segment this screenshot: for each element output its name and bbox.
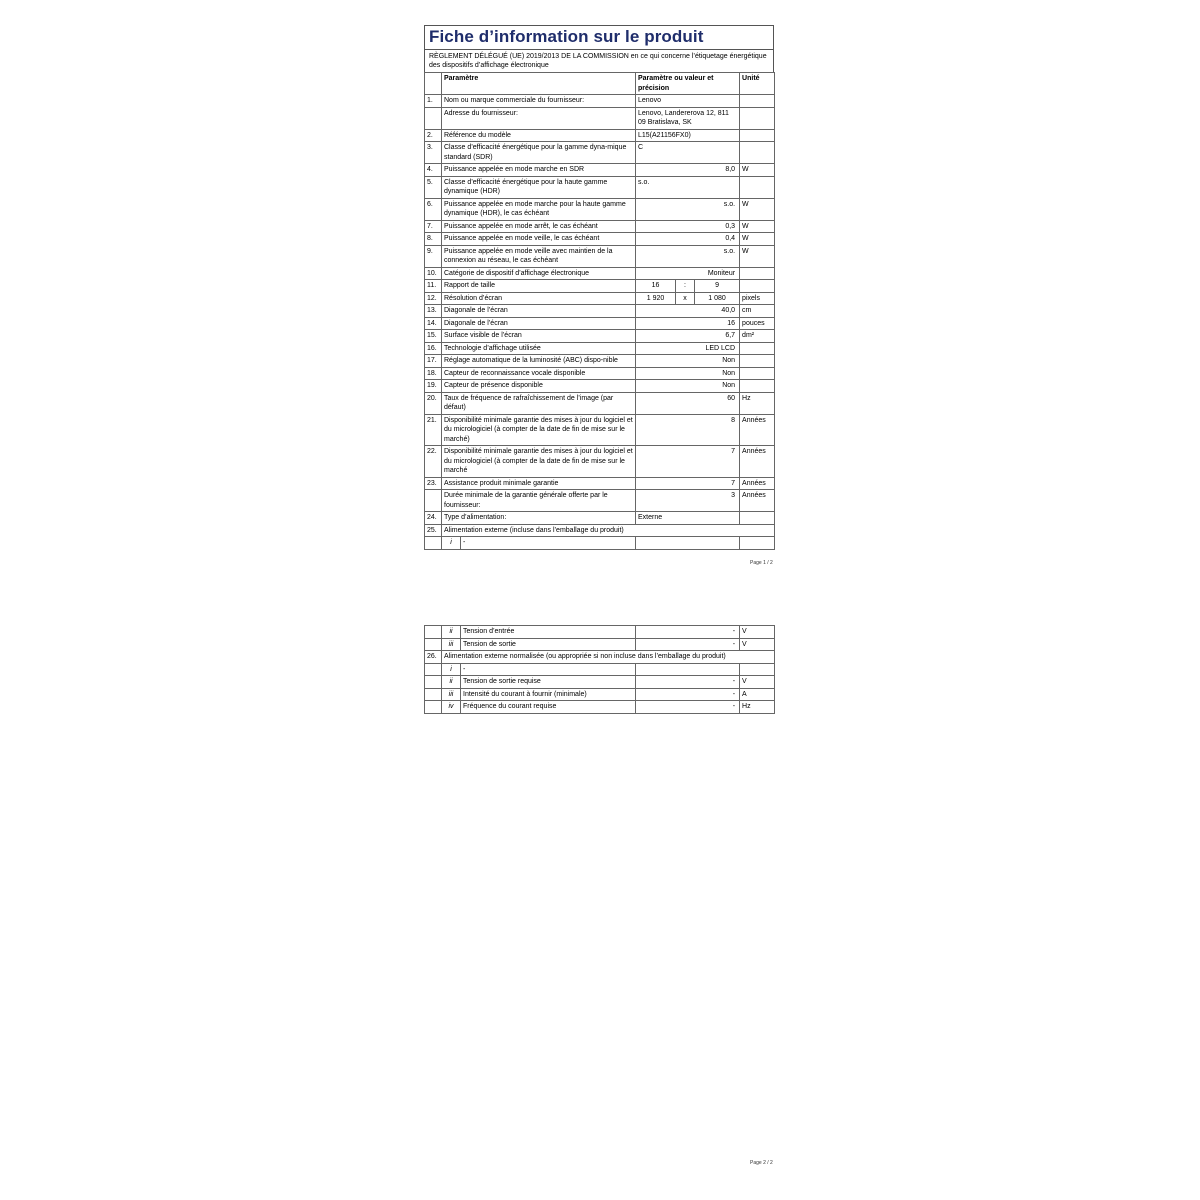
row-parameter: Diagonale de l’écran — [442, 305, 636, 318]
table-subrow — [425, 688, 775, 701]
row-number: 1. — [425, 95, 442, 108]
row-value: L15(A21156FX0) — [636, 129, 740, 142]
row-parameter: Capteur de présence disponible — [442, 380, 636, 393]
row-value: - — [636, 701, 740, 714]
table-row-ratio — [425, 280, 775, 293]
row-unit: W — [740, 164, 775, 177]
row-value: Moniteur — [636, 267, 740, 280]
row-unit — [740, 176, 775, 198]
row-parameter: - — [461, 663, 636, 676]
row-parameter: Disponibilité minimale garantie des mises à jour du logiciel et du micrologiciel (à compter de la date de fin de mise sur le marché) — [442, 414, 636, 446]
row-parameter: Puissance appelée en mode marche en SDR — [442, 164, 636, 177]
row-unit — [740, 95, 775, 108]
row-parameter: Rapport de taille — [442, 280, 636, 293]
row-number — [425, 490, 442, 512]
regulation-subtitle: RÈGLEMENT DÉLÉGUÉ (UE) 2019/2013 DE LA COMMISSION en ce qui concerne l’étiquetage énergétique des dispositifs d’affichage électronique — [424, 49, 774, 72]
row-unit — [740, 129, 775, 142]
row-number: 21. — [425, 414, 442, 446]
row-value: Non — [636, 380, 740, 393]
table-subrow — [425, 701, 775, 714]
row-value: LED LCD — [636, 342, 740, 355]
ratio-width: 16 — [636, 280, 676, 293]
row-parameter: Puissance appelée en mode veille avec maintien de la connexion au réseau, le cas échéant — [442, 245, 636, 267]
row-value: - — [636, 638, 740, 651]
row-parameter: Assistance produit minimale garantie — [442, 477, 636, 490]
row-unit: V — [740, 626, 775, 639]
table-row — [425, 267, 775, 280]
row-value: 60 — [636, 392, 740, 414]
table-row — [425, 392, 775, 414]
row-parameter: Capteur de reconnaissance vocale disponible — [442, 367, 636, 380]
row-unit: W — [740, 198, 775, 220]
page-number-1: Page 1 / 2 — [750, 560, 773, 566]
row-value: Lenovo, Landererova 12, 811 09 Bratislava, SK — [636, 107, 740, 129]
row-number: 3. — [425, 142, 442, 164]
row-parameter: Alimentation externe (incluse dans l’emballage du produit) — [442, 524, 775, 537]
row-number: 18. — [425, 367, 442, 380]
row-value: s.o. — [636, 198, 740, 220]
row-value: 0,3 — [636, 220, 740, 233]
row-parameter: Alimentation externe normalisée (ou appropriée si non incluse dans l’emballage du produit) — [442, 651, 775, 664]
row-roman-index: ii — [442, 626, 461, 639]
row-value: Non — [636, 355, 740, 368]
row-number: 22. — [425, 446, 442, 478]
table-subrow — [425, 537, 775, 550]
document-title: Fiche d’information sur le produit — [429, 27, 704, 46]
row-roman-index: iii — [442, 688, 461, 701]
row-parameter: Intensité du courant à fournir (minimale) — [461, 688, 636, 701]
row-number — [425, 537, 442, 550]
table-row — [425, 107, 775, 129]
row-value: 6,7 — [636, 330, 740, 343]
row-number: 12. — [425, 292, 442, 305]
row-parameter: Nom ou marque commerciale du fournisseur: — [442, 95, 636, 108]
header-number — [425, 73, 442, 95]
resolution-separator: x — [676, 292, 695, 305]
table-row-normalized-power — [425, 651, 775, 664]
row-value: 7 — [636, 446, 740, 478]
table-row — [425, 490, 775, 512]
row-unit — [740, 355, 775, 368]
row-number: 7. — [425, 220, 442, 233]
table-row — [425, 220, 775, 233]
product-info-table — [424, 72, 775, 550]
ratio-height: 9 — [695, 280, 740, 293]
row-roman-index: ii — [442, 676, 461, 689]
table-row — [425, 198, 775, 220]
row-value: C — [636, 142, 740, 164]
table-row — [425, 367, 775, 380]
row-number: 6. — [425, 198, 442, 220]
row-value: 0,4 — [636, 233, 740, 246]
row-value: s.o. — [636, 176, 740, 198]
row-parameter: Résolution d’écran — [442, 292, 636, 305]
row-number: 11. — [425, 280, 442, 293]
row-value: Non — [636, 367, 740, 380]
row-parameter: Taux de fréquence de rafraîchissement de l’image (par défaut) — [442, 392, 636, 414]
row-value: Lenovo — [636, 95, 740, 108]
row-unit — [740, 280, 775, 293]
row-unit: pouces — [740, 317, 775, 330]
row-parameter: Disponibilité minimale garantie des mises à jour du logiciel et du micrologiciel (à compter de la date de fin de mise sur le marché — [442, 446, 636, 478]
row-number — [425, 638, 442, 651]
row-parameter: Référence du modèle — [442, 129, 636, 142]
ratio-separator: : — [676, 280, 695, 293]
row-unit — [740, 380, 775, 393]
table-row — [425, 330, 775, 343]
table-row — [425, 380, 775, 393]
table-row — [425, 233, 775, 246]
row-number — [425, 626, 442, 639]
row-unit: V — [740, 676, 775, 689]
row-value: - — [636, 626, 740, 639]
table-row — [425, 317, 775, 330]
row-number — [425, 663, 442, 676]
product-info-table-continued — [424, 625, 775, 714]
row-number: 23. — [425, 477, 442, 490]
resolution-height: 1 080 — [695, 292, 740, 305]
table-row — [425, 95, 775, 108]
title-box — [424, 25, 774, 49]
row-number: 25. — [425, 524, 442, 537]
row-parameter: - — [461, 537, 636, 550]
row-unit: W — [740, 245, 775, 267]
page-1 — [424, 25, 774, 550]
row-unit — [740, 663, 775, 676]
row-value: 16 — [636, 317, 740, 330]
header-value: Paramètre ou valeur et précision — [636, 73, 740, 95]
row-number: 13. — [425, 305, 442, 318]
row-number — [425, 107, 442, 129]
row-number: 8. — [425, 233, 442, 246]
row-parameter: Puissance appelée en mode marche pour la haute gamme dynamique (HDR), le cas échéant — [442, 198, 636, 220]
table-subrow — [425, 626, 775, 639]
row-parameter: Tension d’entrée — [461, 626, 636, 639]
row-parameter: Réglage automatique de la luminosité (ABC) dispo-nible — [442, 355, 636, 368]
row-value: 8 — [636, 414, 740, 446]
row-parameter: Tension de sortie — [461, 638, 636, 651]
row-value: 40,0 — [636, 305, 740, 318]
table-subrow — [425, 663, 775, 676]
table-row — [425, 414, 775, 446]
row-unit: Années — [740, 490, 775, 512]
row-unit: Hz — [740, 392, 775, 414]
row-number: 19. — [425, 380, 442, 393]
row-value: s.o. — [636, 245, 740, 267]
table-row-power-type — [425, 512, 775, 525]
row-number: 10. — [425, 267, 442, 280]
resolution-width: 1 920 — [636, 292, 676, 305]
row-number: 26. — [425, 651, 442, 664]
row-number: 20. — [425, 392, 442, 414]
header-unit: Unité — [740, 73, 775, 95]
row-value: 7 — [636, 477, 740, 490]
table-row — [425, 446, 775, 478]
row-roman-index: i — [442, 537, 461, 550]
table-row — [425, 129, 775, 142]
table-header-row — [425, 73, 775, 95]
row-number — [425, 676, 442, 689]
row-parameter: Puissance appelée en mode arrêt, le cas échéant — [442, 220, 636, 233]
row-unit: Années — [740, 414, 775, 446]
row-value: Externe — [636, 512, 740, 525]
row-unit: Années — [740, 446, 775, 478]
row-unit: Années — [740, 477, 775, 490]
row-parameter: Classe d’efficacité énergétique pour la haute gamme dynamique (HDR) — [442, 176, 636, 198]
row-number: 24. — [425, 512, 442, 525]
row-value: 3 — [636, 490, 740, 512]
table-subrow — [425, 676, 775, 689]
page-number-2: Page 2 / 2 — [750, 1160, 773, 1166]
row-unit — [740, 512, 775, 525]
row-number: 17. — [425, 355, 442, 368]
row-parameter: Technologie d’affichage utilisée — [442, 342, 636, 355]
table-row — [425, 477, 775, 490]
row-number: 15. — [425, 330, 442, 343]
row-parameter: Surface visible de l’écran — [442, 330, 636, 343]
row-parameter: Durée minimale de la garantie générale offerte par le fournisseur: — [442, 490, 636, 512]
row-unit: W — [740, 220, 775, 233]
row-number: 5. — [425, 176, 442, 198]
row-number: 9. — [425, 245, 442, 267]
row-unit: dm² — [740, 330, 775, 343]
row-unit: pixels — [740, 292, 775, 305]
row-unit — [740, 342, 775, 355]
table-row — [425, 342, 775, 355]
row-roman-index: iv — [442, 701, 461, 714]
row-number: 14. — [425, 317, 442, 330]
table-row — [425, 142, 775, 164]
table-row — [425, 164, 775, 177]
row-unit: cm — [740, 305, 775, 318]
table-row — [425, 355, 775, 368]
row-number — [425, 701, 442, 714]
row-number: 16. — [425, 342, 442, 355]
row-unit — [740, 142, 775, 164]
header-parameter: Paramètre — [442, 73, 636, 95]
row-parameter: Adresse du fournisseur: — [442, 107, 636, 129]
row-roman-index: iii — [442, 638, 461, 651]
row-parameter: Fréquence du courant requise — [461, 701, 636, 714]
row-unit — [740, 267, 775, 280]
row-parameter: Type d’alimentation: — [442, 512, 636, 525]
row-number: 2. — [425, 129, 442, 142]
row-number: 4. — [425, 164, 442, 177]
row-value: - — [636, 688, 740, 701]
row-unit: W — [740, 233, 775, 246]
row-parameter: Tension de sortie requise — [461, 676, 636, 689]
row-number — [425, 688, 442, 701]
table-row-external-power — [425, 524, 775, 537]
row-parameter: Diagonale de l’écran — [442, 317, 636, 330]
row-parameter: Classe d’efficacité énergétique pour la gamme dyna-mique standard (SDR) — [442, 142, 636, 164]
row-parameter: Catégorie de dispositif d’affichage électronique — [442, 267, 636, 280]
row-value: - — [636, 676, 740, 689]
row-value: 8,0 — [636, 164, 740, 177]
row-unit: V — [740, 638, 775, 651]
table-row — [425, 245, 775, 267]
row-parameter: Puissance appelée en mode veille, le cas échéant — [442, 233, 636, 246]
row-unit — [740, 107, 775, 129]
row-unit: A — [740, 688, 775, 701]
row-value — [636, 663, 740, 676]
row-unit — [740, 537, 775, 550]
table-row — [425, 305, 775, 318]
table-row-resolution — [425, 292, 775, 305]
page-2 — [424, 625, 774, 714]
row-value — [636, 537, 740, 550]
row-unit: Hz — [740, 701, 775, 714]
table-row — [425, 176, 775, 198]
row-unit — [740, 367, 775, 380]
table-subrow — [425, 638, 775, 651]
row-roman-index: i — [442, 663, 461, 676]
